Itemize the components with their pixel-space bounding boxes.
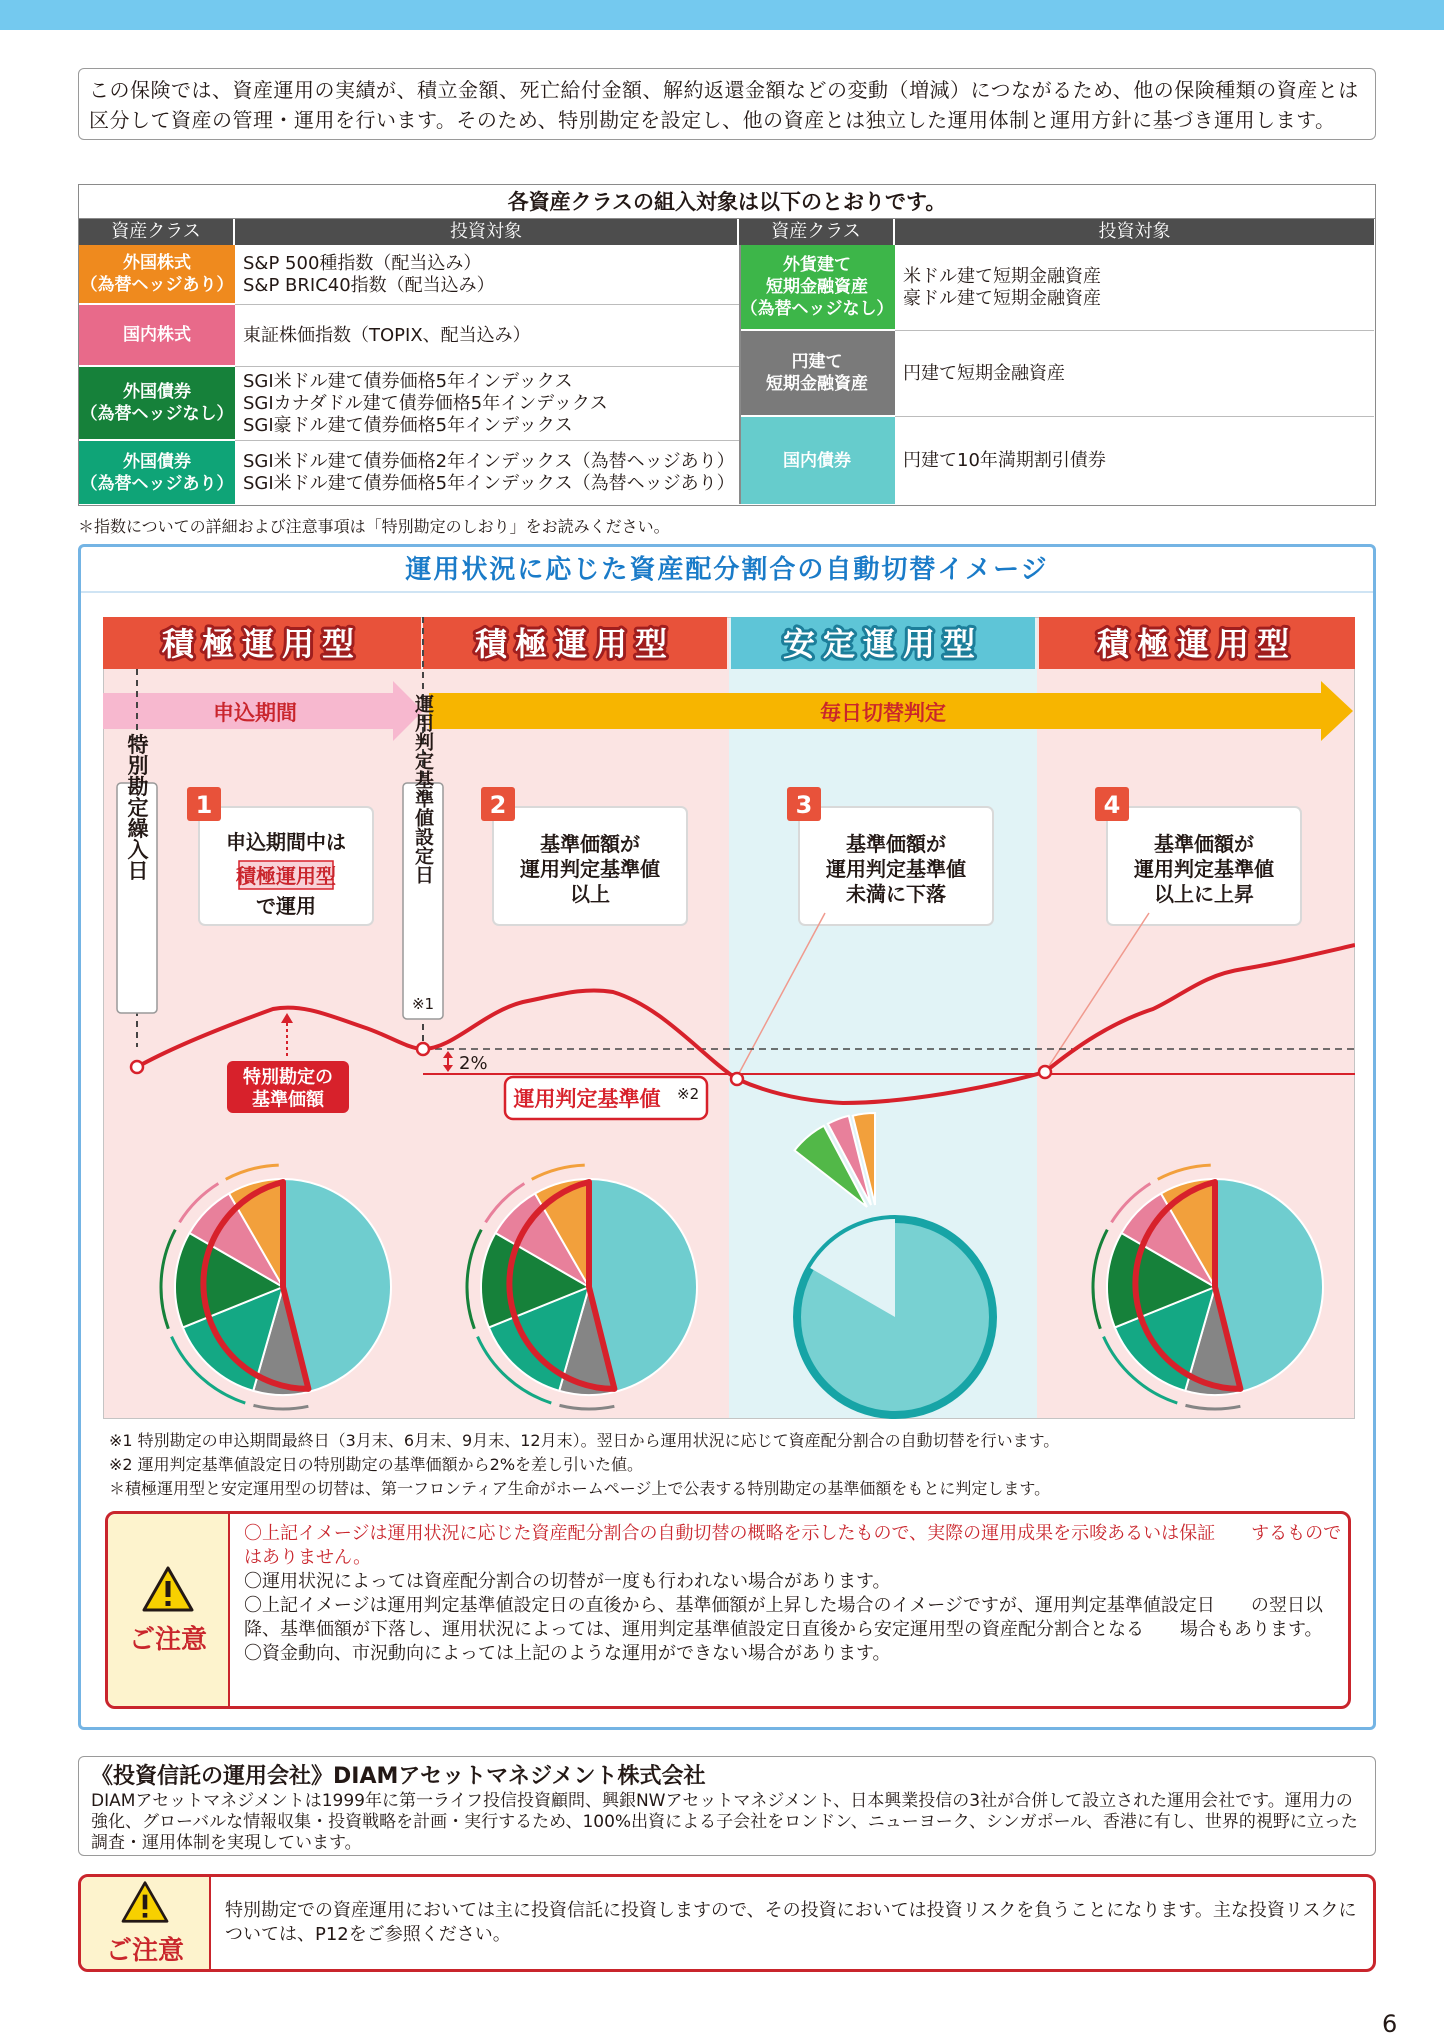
intro-line-1: この保険では、資産運用の実績が、積立金額、死亡給付金額、解約返還金額などの変動（増減）につながるため、他の保険種類の資産とは xyxy=(89,78,1359,102)
intro-box xyxy=(78,68,1376,140)
asset-target-foreign-bond-hedged: SGI米ドル建て債券価格2年インデックス（為替ヘッジあり） SGI米ドル建て債券価格5年インデックス（為替ヘッジあり） xyxy=(243,450,735,494)
threshold-note: ※2 xyxy=(677,1085,700,1103)
threshold-label: 運用判定基準値 xyxy=(513,1087,661,1111)
asset-class-foreign-bond-unhedged: 外国債券 （為替ヘッジなし） xyxy=(79,367,235,441)
svg-text:基準価額が運用判定基準値未満に下落: 基準価額が運用判定基準値未満に下落 xyxy=(826,832,966,906)
svg-text:申込期間中は: 申込期間中は xyxy=(226,830,346,854)
note-2: ※2 運用判定基準値設定日の特別勘定の基準価額から2%を差し引いた値。 xyxy=(109,1455,644,1474)
nav-label: 特別勘定の基準価額 xyxy=(243,1067,333,1111)
phase-label-4: 積極運用型 xyxy=(1096,625,1298,663)
caution-list xyxy=(244,1522,1344,1666)
asset-header-class-left: 資産クラス xyxy=(79,219,235,245)
svg-text:で運用: で運用 xyxy=(256,894,316,918)
caution2-label: ご注意 xyxy=(105,1935,184,1966)
note-3: ＊積極運用型と安定運用型の切替は、第一フロンティア生命がホームページ上で公表する特別勘定の基準価額をもとに判定します。 xyxy=(109,1479,1051,1498)
asset-table-title: 各資産クラスの組入対象は以下のとおりです。 xyxy=(79,185,1375,219)
image-notes xyxy=(109,1429,1059,1501)
asset-class-foreign-short-term: 外貨建て 短期金融資産 （為替ヘッジなし） xyxy=(739,245,895,331)
caution-item-4: 〇資金動向、市況動向によっては上記のような運用ができない場合があります。 xyxy=(244,1643,891,1664)
svg-text:積極運用型: 積極運用型 xyxy=(236,864,336,888)
phase-label-2: 積極運用型 xyxy=(474,625,676,663)
svg-text:4: 4 xyxy=(1103,791,1121,819)
asset-header-target-left: 投資対象 xyxy=(235,219,739,245)
caution2-icon-panel xyxy=(81,1877,211,1969)
asset-class-foreign-bond-hedged: 外国債券 （為替ヘッジあり） xyxy=(79,441,235,504)
step-4 xyxy=(1095,787,1301,925)
caution2-text: 特別勘定での資産運用においては主に投資信託に投資しますので、その投資においては投資リスクを負うことになります。主な投資リスクについては、P12をご参照ください。 xyxy=(225,1900,1357,1945)
label-setting-note: ※1 xyxy=(411,995,435,1013)
asset-class-domestic-bond: 国内債券 xyxy=(739,417,895,504)
caution-item-1: 〇上記イメージは運用状況に応じた資産配分割合の自動切替の概略を示したもので、実際の運用成果を示唆あるいは保証 するものではありません。 xyxy=(244,1523,1342,1568)
asset-header-class-right: 資産クラス xyxy=(739,219,895,245)
asset-class-domestic-stock: 国内株式 xyxy=(79,305,235,367)
company-title: 《投資信託の運用会社》DIAMアセットマネジメント株式会社 xyxy=(91,1764,706,1789)
label-special-account-entry: 特別勘定繰入日 xyxy=(125,733,149,881)
note-1: ※1 特別勘定の申込期間最終日（3月末、6月末、9月末、12月末）。翌日から運用状況に応じて資産配分割合の自動切替を行います。 xyxy=(109,1431,1060,1450)
asset-class-foreign-stock-hedged: 外国株式 （為替ヘッジあり） xyxy=(79,245,235,305)
asset-class-table xyxy=(78,184,1376,506)
warning-icon xyxy=(141,1565,195,1613)
caution-icon-panel xyxy=(108,1514,230,1706)
step-3 xyxy=(787,787,993,925)
step-1 xyxy=(187,787,373,925)
image-title: 運用状況に応じた資産配分割合の自動切替イメージ xyxy=(81,547,1373,593)
caution-item-3: 〇上記イメージは運用判定基準値設定日の直後から、基準価額が上昇した場合のイメージですが、運用判定基準値設定日 の翌日以降、基準価額が下落し、運用状況によっては、運用判定基準値設定日直後から安定運用型の資産配分割合となる 場合もあります。 xyxy=(244,1595,1323,1640)
warning-icon xyxy=(120,1880,170,1924)
caution-label: ご注意 xyxy=(128,1624,207,1655)
asset-class-yen-short-term: 円建て 短期金融資産 xyxy=(739,331,895,417)
asset-target-foreign-stock-hedged: S&P 500種指数（配当込み） S&P BRIC40指数（配当込み） xyxy=(235,245,739,305)
intro-line-2: 区分して資産の管理・運用を行います。そのため、特別勘定を設定し、他の資産とは独立した運用体制と運用方針に基づき運用します。 xyxy=(89,108,1336,132)
page-number: 6 xyxy=(1382,2010,1398,2038)
phase-label-1: 積極運用型 xyxy=(161,625,363,663)
caution-box-2 xyxy=(78,1874,1376,1972)
two-percent-label: 2% xyxy=(459,1053,488,1074)
asset-target-foreign-bond-unhedged: SGI米ドル建て債券価格5年インデックス SGIカナダドル建て債券価格5年インデックス SGI豪ドル建て債券価格5年インデックス xyxy=(235,367,739,441)
allocation-switch-diagram xyxy=(103,617,1355,1419)
company-box xyxy=(78,1756,1376,1856)
svg-text:基準価額が運用判定基準値以上に上昇: 基準価額が運用判定基準値以上に上昇 xyxy=(1134,832,1274,906)
asset-target-foreign-short-term: 米ドル建て短期金融資産 豪ドル建て短期金融資産 xyxy=(895,245,1374,331)
label-judgment-setting-date: 運用判定基準値設定日 xyxy=(412,694,434,884)
allocation-switch-image-section xyxy=(78,544,1376,1730)
asset-target-domestic-stock: 東証株価指数（TOPIX、配当込み） xyxy=(235,305,739,367)
svg-text:3: 3 xyxy=(795,791,813,819)
company-text: DIAMアセットマネジメントは1999年に第一ライフ投信投資顧問、興銀NWアセットマネジメント、日本興業投信の3社が合併して設立された運用会社です。運用力の強化、グローバルな情報収集・投資戦略を計画・実行するため、100%出資による子会社をロンドン、ニューヨーク、シンガポール、香港に有し、世界的視野に立った調査・運用体制を実現しています。 xyxy=(91,1791,1358,1853)
apply-period-label: 申込期間 xyxy=(213,701,297,725)
caution-box xyxy=(105,1511,1351,1709)
daily-judgment-label: 毎日切替判定 xyxy=(820,701,946,725)
caution-item-2: 〇運用状況によっては資産配分割合の切替が一度も行われない場合があります。 xyxy=(244,1571,891,1592)
phase-label-3: 安定運用型 xyxy=(782,625,984,663)
asset-target-domestic-bond: 円建て10年満期割引債券 xyxy=(903,449,1106,471)
asset-header-target-right: 投資対象 xyxy=(895,219,1374,245)
svg-text:2: 2 xyxy=(489,791,507,819)
top-color-bar xyxy=(0,0,1444,30)
step-2 xyxy=(481,787,687,925)
asset-table-footnote: ＊指数についての詳細および注意事項は「特別勘定のしおり」をお読みください。 xyxy=(78,517,670,536)
svg-text:基準価額が運用判定基準値以上: 基準価額が運用判定基準値以上 xyxy=(520,832,660,906)
svg-text:1: 1 xyxy=(195,791,213,819)
asset-target-yen-short-term: 円建て短期金融資産 xyxy=(895,331,1374,417)
